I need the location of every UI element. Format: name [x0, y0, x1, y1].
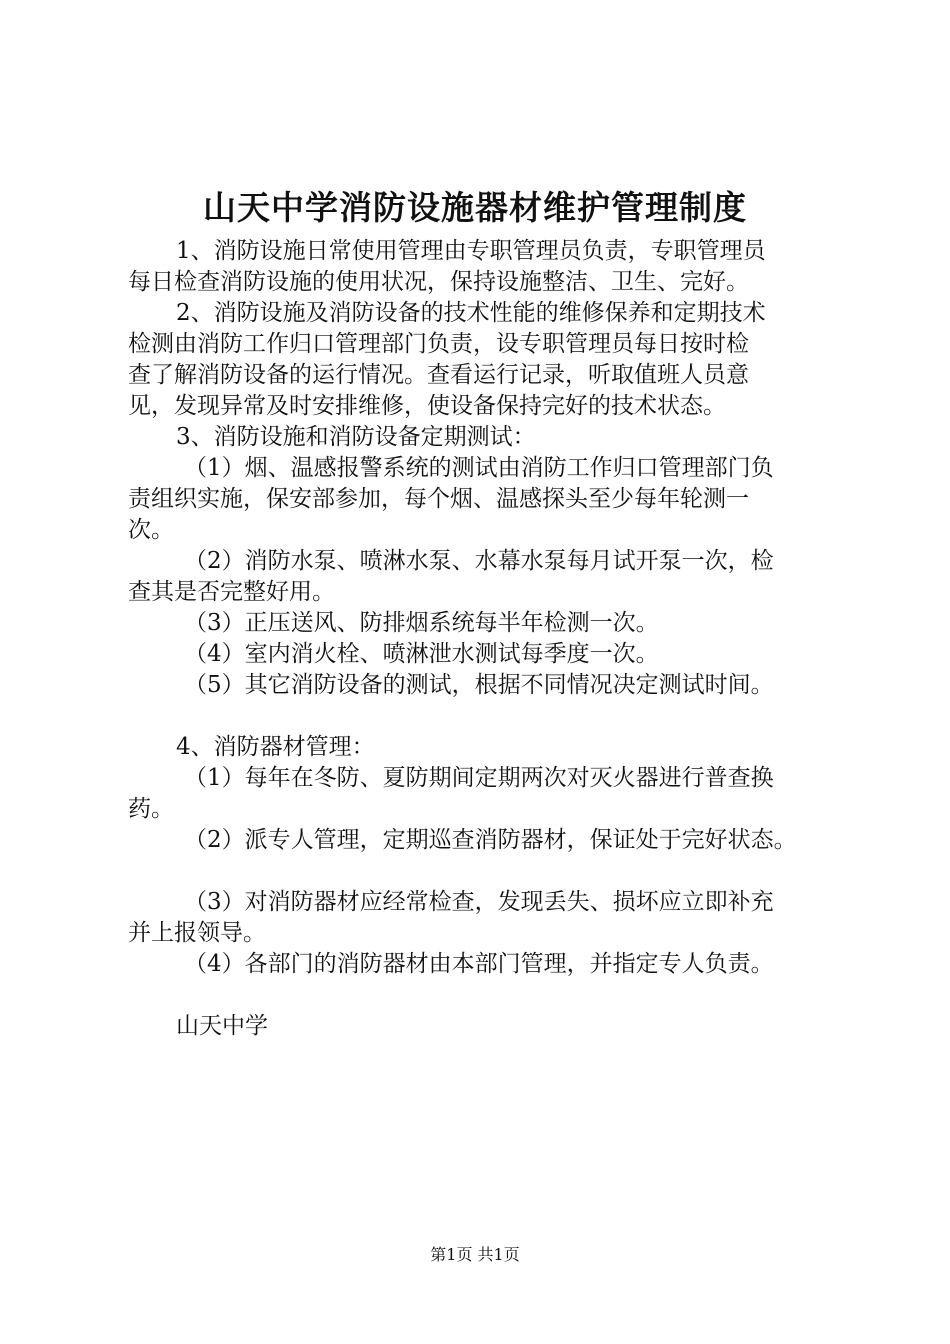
paragraph-line: 次。 — [128, 517, 174, 543]
paragraph-line: 查其是否完整好用。 — [128, 579, 335, 605]
paragraph-line: （1）烟、温感报警系统的测试由消防工作归口管理部门负 — [184, 455, 774, 481]
document-body — [128, 236, 833, 1042]
page-footer: 第1页 共1页 — [430, 1245, 520, 1264]
section-heading: 3、消防设施和消防设备定期测试： — [176, 424, 536, 450]
paragraph-line: 查了解消防设备的运行情况。查看运行记录，听取值班人员意 — [128, 362, 749, 388]
paragraph-line: 并上报领导。 — [128, 920, 266, 946]
blank-line — [128, 701, 833, 732]
paragraph-line: （3）对消防器材应经常检查，发现丢失、损坏应立即补充 — [184, 889, 774, 915]
paragraph-line: 见，发现异常及时安排维修，使设备保持完好的技术状态。 — [128, 393, 726, 419]
paragraph-line: （1）每年在冬防、夏防期间定期两次对灭火器进行普查换 — [184, 765, 774, 791]
paragraph-line: （2）消防水泵、喷淋水泵、水幕水泵每月试开泵一次，检 — [184, 548, 774, 574]
section-heading: 4、消防器材管理： — [176, 734, 375, 760]
blank-line — [128, 980, 833, 1011]
paragraph-line: （2）派专人管理，定期巡查消防器材，保证处于完好状态。 — [184, 827, 797, 853]
paragraph-line: 2、消防设施及消防设备的技术性能的维修保养和定期技术 — [176, 300, 766, 326]
signature: 山天中学 — [176, 1013, 268, 1039]
paragraph-line: （4）各部门的消防器材由本部门管理，并指定专人负责。 — [184, 951, 774, 977]
blank-line — [128, 856, 833, 887]
paragraph-line: 每日检查消防设施的使用状况，保持设施整洁、卫生、完好。 — [128, 269, 749, 295]
paragraph-line: （5）其它消防设备的测试，根据不同情况决定测试时间。 — [184, 672, 774, 698]
paragraph-line: 责组织实施，保安部参加，每个烟、温感探头至少每年轮测一 — [128, 486, 749, 512]
paragraph-line: 药。 — [128, 796, 174, 822]
document-title: 山天中学消防设施器材维护管理制度 — [203, 188, 747, 227]
paragraph-line: 检测由消防工作归口管理部门负责，设专职管理员每日按时检 — [128, 331, 749, 357]
paragraph-line: （4）室内消火栓、喷淋泄水测试每季度一次。 — [184, 641, 659, 667]
paragraph-line: 1、消防设施日常使用管理由专职管理员负责，专职管理员 — [176, 238, 766, 264]
paragraph-line: （3）正压送风、防排烟系统每半年检测一次。 — [184, 610, 659, 636]
